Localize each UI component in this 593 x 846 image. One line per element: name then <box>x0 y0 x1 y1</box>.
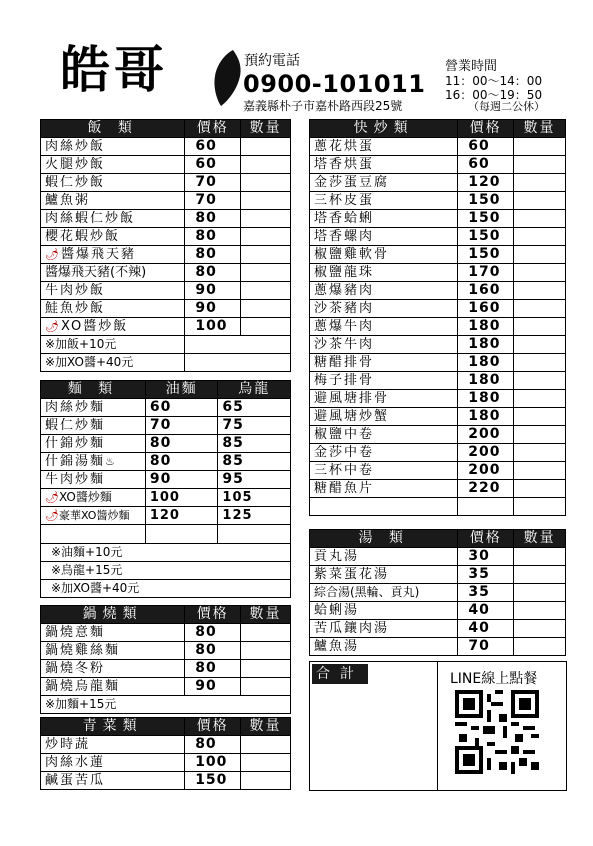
item-name: 什錦湯麵 <box>45 454 106 469</box>
address: 嘉義縣朴子市嘉朴路西段25號 <box>243 99 403 113</box>
qty-cell[interactable] <box>514 354 566 372</box>
table-row <box>310 318 566 336</box>
qty-cell[interactable] <box>514 318 566 336</box>
restaurant-logo <box>60 40 245 110</box>
item-name: 蔥花烘蛋 <box>310 138 458 156</box>
item-name: 鍋燒雞絲麵 <box>41 642 185 660</box>
table-row <box>41 489 291 507</box>
table-row <box>41 246 291 264</box>
item-name: 鮭魚炒飯 <box>41 300 185 318</box>
qty-cell[interactable] <box>514 620 566 638</box>
item-price: 160 <box>458 282 514 300</box>
table-row <box>310 566 566 584</box>
noodles-header: 麵 類 <box>41 381 146 399</box>
item-name: 蝦仁炒麵 <box>41 417 146 435</box>
table-row <box>41 300 291 318</box>
item-name: 沙茶豬肉 <box>310 300 458 318</box>
qty-cell[interactable] <box>514 336 566 354</box>
table-row <box>310 354 566 372</box>
item-price: 90 <box>185 678 241 696</box>
qty-cell[interactable] <box>514 638 566 656</box>
item-price: 180 <box>458 354 514 372</box>
hours-dinner: 16：00～19：50 <box>445 88 543 102</box>
item-price: 60 <box>185 138 241 156</box>
table-row <box>310 480 566 498</box>
item-name: 沙茶牛肉 <box>310 336 458 354</box>
item-name: 肉絲炒飯 <box>41 138 185 156</box>
item-name: 苦瓜鑲肉湯 <box>310 620 458 638</box>
table-row <box>41 138 291 156</box>
noodles-note: ※烏龍+15元 <box>41 562 291 580</box>
item-name: XO醬炒飯 <box>60 319 129 334</box>
rice-table <box>40 119 291 372</box>
item-price: 80 <box>185 736 241 754</box>
rice-note: ※加飯+10元 <box>41 336 185 354</box>
chili-icon: 🌶 <box>45 509 59 522</box>
rice-note: ※加XO醬+40元 <box>41 354 185 372</box>
line-order-label: LINE線上點餐 <box>450 671 538 687</box>
qty-cell[interactable] <box>241 192 291 210</box>
table-row <box>41 754 291 772</box>
qty-cell[interactable] <box>241 264 291 282</box>
oil-price: 100 <box>145 489 218 507</box>
table-row <box>41 453 291 471</box>
phone-label: 預約電話 <box>244 53 300 69</box>
item-name: 蝦仁炒飯 <box>41 174 185 192</box>
qty-cell[interactable] <box>514 566 566 584</box>
table-row <box>41 282 291 300</box>
udon-price: 85 <box>218 453 291 471</box>
item-name: 綜合湯(黑輪、貢丸) <box>310 584 458 602</box>
qty-cell[interactable] <box>514 264 566 282</box>
item-name: 椒鹽雞軟骨 <box>310 246 458 264</box>
item-price: 80 <box>185 624 241 642</box>
table-row <box>310 462 566 480</box>
soup-qty-header: 數量 <box>514 530 566 548</box>
item-price: 100 <box>185 318 241 336</box>
item-price: 80 <box>185 642 241 660</box>
table-row <box>41 507 291 525</box>
oil-price: 120 <box>145 507 218 525</box>
table-row <box>41 417 291 435</box>
item-name: 塔香烘蛋 <box>310 156 458 174</box>
item-price: 160 <box>458 300 514 318</box>
item-name: 蔥爆豬肉 <box>310 282 458 300</box>
pot-table <box>40 605 291 714</box>
table-row <box>41 642 291 660</box>
table-row <box>310 602 566 620</box>
veg-header: 青菜類 <box>41 718 185 736</box>
table-row <box>310 444 566 462</box>
item-name: 避風塘炒蟹 <box>310 408 458 426</box>
table-row <box>310 638 566 656</box>
table-row <box>310 246 566 264</box>
item-price: 30 <box>458 548 514 566</box>
oil-price: 80 <box>145 435 218 453</box>
qty-cell[interactable] <box>514 282 566 300</box>
item-name: 醬爆飛天豬(不辣) <box>41 264 185 282</box>
item-name: 避風塘排骨 <box>310 390 458 408</box>
soup-price-header: 價格 <box>458 530 514 548</box>
item-price: 100 <box>185 754 241 772</box>
qty-cell[interactable] <box>514 548 566 566</box>
item-name: 蔥爆牛肉 <box>310 318 458 336</box>
item-price: 150 <box>458 192 514 210</box>
table-row <box>310 210 566 228</box>
noodles-note: ※油麵+10元 <box>41 544 291 562</box>
pot-price-header: 價格 <box>185 606 241 624</box>
item-price: 180 <box>458 408 514 426</box>
chili-icon: 🌶 <box>45 491 59 504</box>
hours-note: （每週二公休） <box>468 100 545 113</box>
item-name: 火腿炒飯 <box>41 156 185 174</box>
qty-cell[interactable] <box>241 624 291 642</box>
veg-price-header: 價格 <box>185 718 241 736</box>
item-name: 塔香螺肉 <box>310 228 458 246</box>
noodles-note: ※加XO醬+40元 <box>41 580 291 598</box>
qty-cell[interactable] <box>514 408 566 426</box>
item-name: 鱸魚湯 <box>310 638 458 656</box>
rice-qty-header: 數量 <box>241 120 291 138</box>
item-price: 80 <box>185 660 241 678</box>
table-row <box>41 192 291 210</box>
item-name: 鱸魚粥 <box>41 192 185 210</box>
item-price: 90 <box>185 282 241 300</box>
item-name: 牛肉炒麵 <box>41 471 146 489</box>
table-row <box>310 138 566 156</box>
item-name: 椒鹽中卷 <box>310 426 458 444</box>
table-row <box>310 390 566 408</box>
table-row <box>310 300 566 318</box>
table-row <box>41 228 291 246</box>
table-row <box>310 584 566 602</box>
stirfry-price-header: 價格 <box>458 120 514 138</box>
table-row <box>41 624 291 642</box>
item-price: 90 <box>185 300 241 318</box>
qty-cell[interactable] <box>514 584 566 602</box>
table-row <box>310 426 566 444</box>
hours-lunch: 11：00～14：00 <box>445 74 543 88</box>
item-name: 金莎蛋豆腐 <box>310 174 458 192</box>
item-price: 180 <box>458 372 514 390</box>
qty-cell[interactable] <box>241 174 291 192</box>
table-row <box>41 399 291 417</box>
qty-cell[interactable] <box>514 192 566 210</box>
item-price: 40 <box>458 602 514 620</box>
item-price: 150 <box>458 246 514 264</box>
table-row <box>310 264 566 282</box>
item-name: 牛肉炒飯 <box>41 282 185 300</box>
table-row <box>41 660 291 678</box>
qty-cell[interactable] <box>514 462 566 480</box>
item-name: 金莎中卷 <box>310 444 458 462</box>
table-row <box>310 336 566 354</box>
qty-cell[interactable] <box>241 246 291 264</box>
item-price: 200 <box>458 462 514 480</box>
item-name: 什錦炒麵 <box>41 435 146 453</box>
qty-cell[interactable] <box>514 246 566 264</box>
table-row <box>310 228 566 246</box>
item-price: 150 <box>458 228 514 246</box>
qty-cell[interactable] <box>241 736 291 754</box>
total-label: 合計 <box>312 664 368 684</box>
table-row <box>41 264 291 282</box>
item-name: 櫻花蝦炒飯 <box>41 228 185 246</box>
item-price: 60 <box>458 138 514 156</box>
veg-table <box>40 717 291 790</box>
table-row <box>41 210 291 228</box>
table-row <box>310 156 566 174</box>
item-name: 肉絲水蓮 <box>41 754 185 772</box>
soup-table <box>309 529 566 656</box>
qty-cell[interactable] <box>514 156 566 174</box>
pot-header: 鍋燒類 <box>41 606 185 624</box>
item-name: 梅子排骨 <box>310 372 458 390</box>
qty-cell[interactable] <box>241 642 291 660</box>
oil-price: 60 <box>145 399 218 417</box>
oil-price: 80 <box>145 453 218 471</box>
qty-cell[interactable] <box>241 678 291 696</box>
noodles-table <box>40 380 291 598</box>
qty-cell[interactable] <box>514 228 566 246</box>
qty-cell[interactable] <box>241 754 291 772</box>
qty-cell[interactable] <box>241 300 291 318</box>
phone-number: 0900-101011 <box>243 70 426 98</box>
chili-icon: 🌶 <box>45 320 61 333</box>
udon-price: 75 <box>218 417 291 435</box>
item-name: 肉絲蝦仁炒飯 <box>41 210 185 228</box>
qty-cell[interactable] <box>241 156 291 174</box>
table-row <box>41 678 291 696</box>
item-price: 80 <box>185 246 241 264</box>
qty-cell[interactable] <box>241 282 291 300</box>
item-price: 80 <box>185 210 241 228</box>
item-name: 鍋燒烏龍麵 <box>41 678 185 696</box>
table-row <box>41 156 291 174</box>
qty-cell[interactable] <box>514 300 566 318</box>
qty-cell[interactable] <box>514 444 566 462</box>
item-price: 170 <box>458 264 514 282</box>
item-name: 糖醋魚片 <box>310 480 458 498</box>
table-row <box>310 282 566 300</box>
item-price: 150 <box>185 772 241 790</box>
item-name: 鍋燒意麵 <box>41 624 185 642</box>
qty-cell[interactable] <box>241 772 291 790</box>
qty-cell[interactable] <box>514 174 566 192</box>
item-price: 180 <box>458 390 514 408</box>
noodles-oil-header: 油麵 <box>145 381 218 399</box>
qty-cell[interactable] <box>514 372 566 390</box>
item-name: 鹹蛋苦瓜 <box>41 772 185 790</box>
item-price: 200 <box>458 426 514 444</box>
item-price: 80 <box>185 228 241 246</box>
table-row <box>310 408 566 426</box>
item-name: 豪華XO醬炒麵 <box>58 509 130 522</box>
qty-cell[interactable] <box>241 210 291 228</box>
table-row <box>310 372 566 390</box>
item-price: 150 <box>458 210 514 228</box>
table-row <box>310 174 566 192</box>
qty-cell[interactable] <box>241 660 291 678</box>
pot-note: ※加麵+15元 <box>41 696 291 714</box>
udon-price: 105 <box>218 489 291 507</box>
qty-cell[interactable] <box>241 228 291 246</box>
hours-label: 營業時間 <box>445 59 498 74</box>
pot-qty-header: 數量 <box>241 606 291 624</box>
item-price: 120 <box>458 174 514 192</box>
qty-cell[interactable] <box>514 426 566 444</box>
item-name: 貢丸湯 <box>310 548 458 566</box>
udon-price: 95 <box>218 471 291 489</box>
stirfry-header: 快炒類 <box>310 120 458 138</box>
item-price: 60 <box>185 156 241 174</box>
qty-cell[interactable] <box>514 480 566 498</box>
item-price: 70 <box>185 174 241 192</box>
qty-cell[interactable] <box>241 318 291 336</box>
item-name: 塔香蛤蜊 <box>310 210 458 228</box>
qty-cell[interactable] <box>514 602 566 620</box>
item-price: 180 <box>458 318 514 336</box>
item-price: 70 <box>185 192 241 210</box>
logo-text: 皓哥 <box>60 40 168 99</box>
table-row <box>41 174 291 192</box>
item-price: 35 <box>458 584 514 602</box>
table-row <box>41 435 291 453</box>
table-row <box>310 620 566 638</box>
rice-header: 飯 類 <box>41 120 185 138</box>
qty-cell[interactable] <box>241 138 291 156</box>
item-price: 200 <box>458 444 514 462</box>
qr-code-icon[interactable] <box>455 690 539 774</box>
item-name: 三杯皮蛋 <box>310 192 458 210</box>
table-row <box>41 471 291 489</box>
chili-icon: 🌶 <box>45 248 61 261</box>
item-name: 三杯中卷 <box>310 462 458 480</box>
stirfry-table <box>309 119 566 516</box>
item-name: 炒時蔬 <box>41 736 185 754</box>
udon-price: 125 <box>218 507 291 525</box>
item-name: 醬爆飛天豬 <box>60 247 136 262</box>
table-row <box>41 318 291 336</box>
item-name: XO醬炒麵 <box>58 490 112 504</box>
item-name: 椒鹽龍珠 <box>310 264 458 282</box>
item-name: 糖醋排骨 <box>310 354 458 372</box>
item-price: 35 <box>458 566 514 584</box>
soup-header: 湯 類 <box>310 530 458 548</box>
table-row <box>41 772 291 790</box>
stirfry-qty-header: 數量 <box>514 120 566 138</box>
item-name: 蛤蜊湯 <box>310 602 458 620</box>
table-row <box>41 736 291 754</box>
rice-price-header: 價格 <box>185 120 241 138</box>
item-price: 40 <box>458 620 514 638</box>
soup-icon: ♨ <box>105 455 117 468</box>
qty-cell[interactable] <box>514 390 566 408</box>
table-row <box>310 192 566 210</box>
item-price: 70 <box>458 638 514 656</box>
udon-price: 85 <box>218 435 291 453</box>
table-row <box>310 548 566 566</box>
udon-price: 65 <box>218 399 291 417</box>
veg-qty-header: 數量 <box>241 718 291 736</box>
oil-price: 70 <box>145 417 218 435</box>
item-price: 220 <box>458 480 514 498</box>
item-price: 180 <box>458 336 514 354</box>
item-price: 80 <box>185 264 241 282</box>
item-name: 紫菜蛋花湯 <box>310 566 458 584</box>
noodles-udon-header: 烏龍 <box>218 381 291 399</box>
item-name: 鍋燒冬粉 <box>41 660 185 678</box>
oil-price: 90 <box>145 471 218 489</box>
item-price: 60 <box>458 156 514 174</box>
qty-cell[interactable] <box>514 138 566 156</box>
taiwan-map-icon <box>205 48 247 108</box>
qty-cell[interactable] <box>514 210 566 228</box>
item-name: 肉絲炒麵 <box>41 399 146 417</box>
